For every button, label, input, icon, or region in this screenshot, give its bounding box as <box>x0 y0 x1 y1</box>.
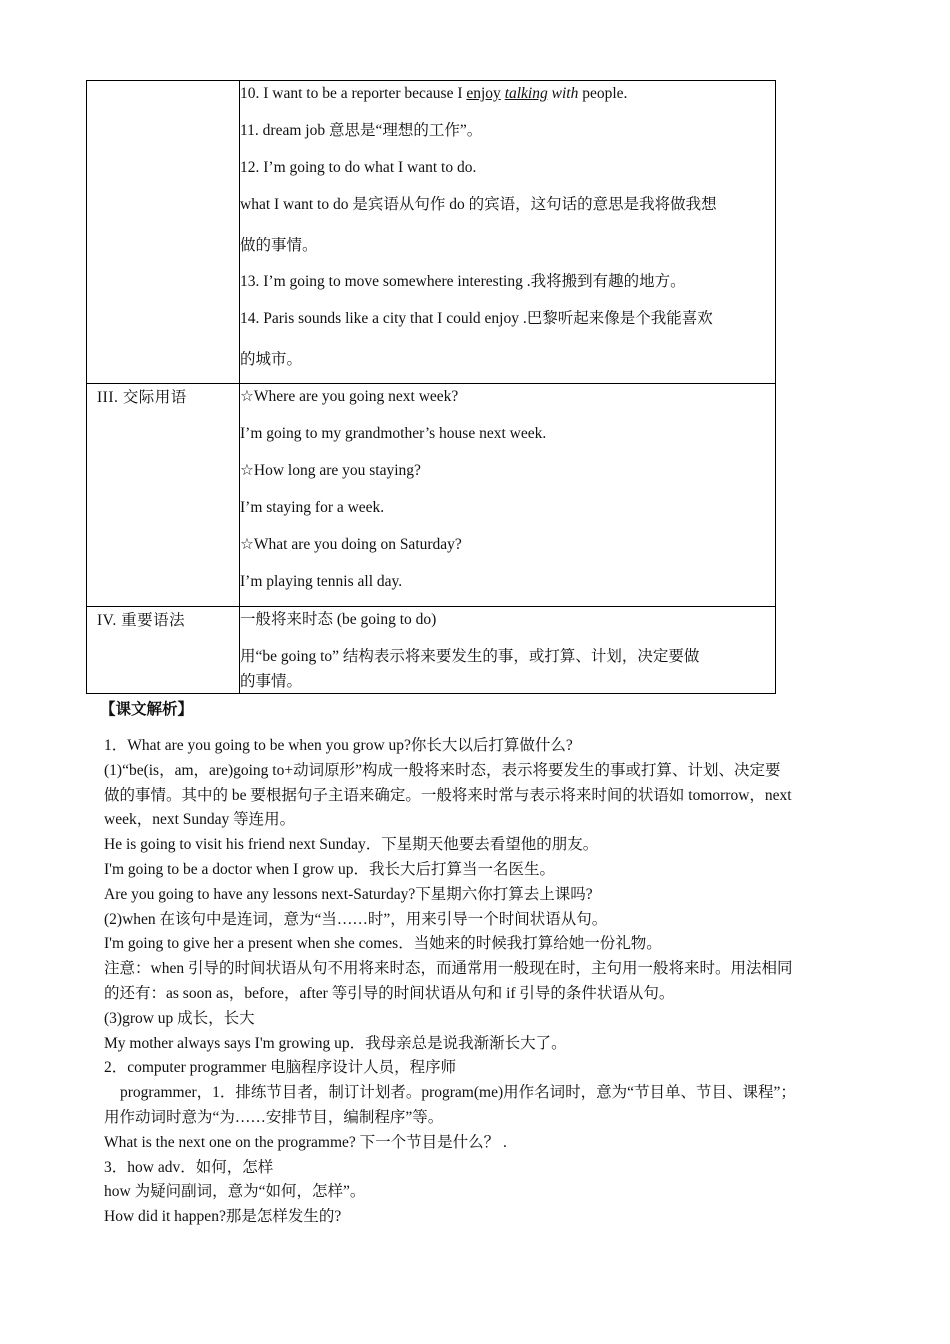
paragraph-line: What is the next one on the programme? 下一个节目是什么？ . <box>104 1133 507 1151</box>
paragraph-line: How did it happen?那是怎样发生的? <box>104 1208 342 1226</box>
content-line: 做的事情。 <box>240 237 318 254</box>
content-line: 的事情。 <box>240 673 303 690</box>
italic-word: with <box>551 85 579 102</box>
content-line: 13. I’m going to move somewhere interesting .我将搬到有趣的地方。 <box>240 273 686 290</box>
paragraph-line: I'm going to be a doctor when I grow up．我长大后打算当一名医生。 <box>104 860 555 878</box>
content-line: 一般将来时态 (be going to do) <box>240 611 437 628</box>
paragraph-line: I'm going to give her a present when she comes．当她来的时候我打算给她一份礼物。 <box>104 935 662 953</box>
paragraph-line: 做的事情。其中的 be 要根据句子主语来确定。一般将来时常与表示将来时间的状语如 tomorrow，next <box>104 786 792 804</box>
paragraph-line: (2)when 在该句中是连词，意为“当……时”，用来引导一个时间状语从句。 <box>104 910 608 928</box>
paragraph-line: week，next Sunday 等连用。 <box>104 811 296 829</box>
content-line: what I want to do 是宾语从句作 do 的宾语，这句话的意思是我将做我想 <box>240 196 717 213</box>
paragraph-line: how 为疑问副词，意为“如何，怎样”。 <box>104 1183 366 1201</box>
paragraph-line: 1．What are you going to be when you grow up?你长大以后打算做什么? <box>104 737 573 754</box>
underlined-italic-word: talking <box>504 85 548 102</box>
row-content-cell <box>240 81 776 384</box>
lesson-analysis-body <box>104 734 864 1230</box>
paragraph-line: (3)grow up 成长，长大 <box>104 1009 255 1027</box>
paragraph-line: 注意：when 引导的时间状语从句不用将来时态，而通常用一般现在时，主句用一般将来时。用法相同 <box>104 960 793 978</box>
row-label-cell <box>87 81 240 384</box>
paragraph-line: Are you going to have any lessons next-Saturday?下星期六你打算去上课吗? <box>104 885 593 903</box>
content-line: 10. I want to be a reporter because I enjoy talking with people. <box>240 85 628 102</box>
content-line: 11. dream job 意思是“理想的工作”。 <box>240 122 483 139</box>
paragraph-line: programmer，1．排练节目者，制订计划者。program(me)用作名词时，意为“节目单、节目、课程”； <box>120 1084 796 1102</box>
content-line: ☆What are you doing on Saturday? <box>240 536 462 553</box>
content-line: I’m staying for a week. <box>240 499 385 516</box>
content-line: I’m playing tennis all day. <box>240 573 403 590</box>
paragraph-line: (1)“be(is，am，are)going to+动词原形”构成一般将来时态，表示将要发生的事或打算、计划、决定要 <box>104 761 781 779</box>
row-label-cell <box>87 607 240 694</box>
row-content-cell <box>240 384 776 607</box>
underlined-word: enjoy <box>466 85 501 102</box>
table-row <box>87 81 776 384</box>
paragraph-line: 用作动词时意为“为……安排节目，编制程序”等。 <box>104 1108 444 1126</box>
row-label <box>87 81 239 85</box>
content-line: ☆Where are you going next week? <box>240 388 459 405</box>
content-line: 12. I’m going to do what I want to do. <box>240 159 477 176</box>
table-row <box>87 384 776 607</box>
content-line: 的城市。 <box>240 351 303 368</box>
paragraph-line: 2．computer programmer 电脑程序设计人员，程序师 <box>104 1059 457 1077</box>
paragraph-line: 3．how adv．如何，怎样 <box>104 1158 274 1176</box>
paragraph-line: 的还有：as soon as，before，after 等引导的时间状语从句和 if 引导的条件状语从句。 <box>104 984 675 1002</box>
paragraph-line: He is going to visit his friend next Sunday．下星期天他要去看望他的朋友。 <box>104 836 599 854</box>
content-line: ☆How long are you staying? <box>240 462 421 479</box>
content-line: I’m going to my grandmother’s house next week. <box>240 425 547 442</box>
paragraph-line: My mother always says I'm growing up．我母亲总是说我渐渐长大了。 <box>104 1034 567 1052</box>
row-content-cell <box>240 607 776 694</box>
row-label: IV. 重要语法 <box>97 612 186 629</box>
row-label: III. 交际用语 <box>97 389 187 406</box>
notes-table <box>86 80 776 694</box>
row-label-cell <box>87 384 240 607</box>
content-line: 14. Paris sounds like a city that I could enjoy .巴黎听起来像是个我能喜欢 <box>240 310 713 327</box>
content-line: 用“be going to” 结构表示将来要发生的事，或打算、计划，决定要做 <box>240 648 700 665</box>
table-row <box>87 607 776 694</box>
section-heading: 【课文解析】 <box>100 701 194 718</box>
